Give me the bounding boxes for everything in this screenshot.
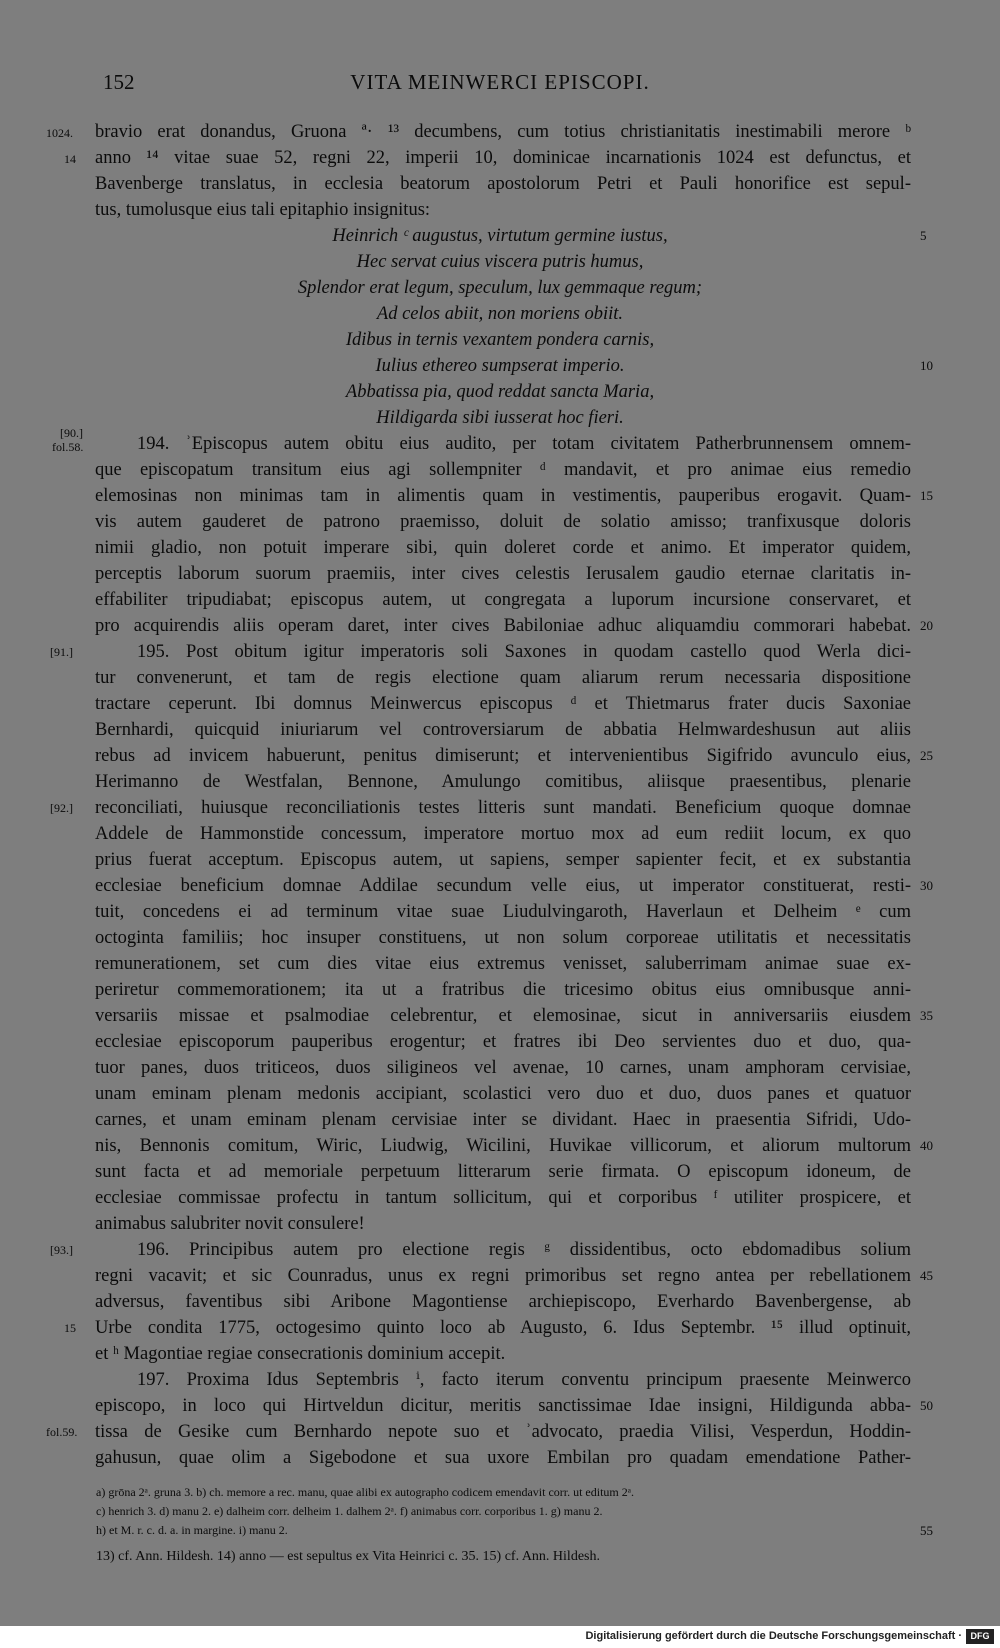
text-line: tissa de Gesike cum Bernhardo nepote suo et ʾadvocato, praedia Vilisi, Vesperdun, Hoddin- bbox=[95, 1422, 911, 1442]
text-line: octoginta familiis; hoc insuper constituens, ut non solum corporeae utilitatis et necessitatis bbox=[95, 928, 911, 948]
text-line: perceptis laborum suorum praemiis, inter cives celestis Ierusalem gaudio eternae claritatis in- bbox=[95, 564, 911, 584]
text-line: remunerationem, set cum dies vitae eius extremus venisset, saluberrimam animae suae ex- bbox=[95, 954, 911, 974]
margin-source-ref: 15 bbox=[64, 1321, 76, 1335]
dfg-logo: DFG bbox=[966, 1629, 994, 1644]
text-line: tractare ceperunt. Ibi domnus Meinwercus episcopus ᵈ et Thietmarus frater ducis Saxoniae bbox=[95, 694, 911, 714]
text-line: gahusun, quae olim a Sigebodone et sua uxore Embilan pro quadam emendatione Pather- bbox=[95, 1448, 911, 1468]
epitaph-line: Hildigarda sibi iusserat hoc fieri. bbox=[376, 408, 624, 428]
text-line: animabus salubriter novit consulere! bbox=[95, 1214, 365, 1234]
running-title: VITA MEINWERCI EPISCOPI. bbox=[350, 70, 650, 94]
source-notes: 13) cf. Ann. Hildesh. 14) anno — est sepultus ex Vita Heinrici c. 35. 15) cf. Ann. Hildesh. bbox=[96, 1549, 600, 1564]
text-line: prius fuerat acceptum. Episcopus autem, ut sapiens, semper sapienter fecit, et ex substantia bbox=[95, 850, 911, 870]
epitaph-line: Iulius ethereo sumpserat imperio. bbox=[375, 356, 625, 376]
paragraph-195-start: 195. Post obitum igitur imperatoris soli Saxones in quodam castello quod Werla dici- bbox=[137, 642, 911, 662]
paragraph-196-start: 196. Principibus autem pro electione regis ᵍ dissidentibus, octo ebdomadibus solium bbox=[137, 1240, 911, 1260]
text-line: et ʰ Magontiae regiae consecrationis dominium accepit. bbox=[95, 1344, 506, 1364]
text-line: Addele de Hammonstide concessum, imperatore mortuo mox ad eum rediit locum, ex quo bbox=[95, 824, 911, 844]
text-line: adversus, faventibus sibi Aribone Magontiense archiepiscopo, Everhardo Bavenbergense, ab bbox=[95, 1292, 911, 1312]
text-line: anno ¹⁴ vitae suae 52, regni 22, imperii 10, dominicae incarnationis 1024 est defunctus, et bbox=[95, 148, 911, 168]
epitaph-line: Idibus in ternis vexantem pondera carnis, bbox=[345, 330, 655, 350]
footnote-line: c) henrich 3. d) manu 2. e) dalheim corr. delheim 1. dalhem 2ᵃ. f) animabus corr. corporibus 1. g) manu 2. bbox=[96, 1504, 603, 1518]
line-number: 40 bbox=[920, 1138, 933, 1153]
text-line: tuit, concedens ei ad terminum vitae suae Liudulvingaroth, Haverlaun et Delheim ᵉ cum bbox=[95, 902, 911, 922]
line-number: 10 bbox=[920, 358, 933, 373]
epitaph-line: Splendor erat legum, speculum, lux gemmaque regum; bbox=[297, 278, 703, 298]
text-line: vis autem gauderet de patrono praemisso, doluit de solatio amisso; tranfixusque doloris bbox=[95, 512, 911, 532]
text-line: ecclesiae commissae profectu in tantum sollicitum, qui et corporibus ᶠ utiliter prospicere, et bbox=[95, 1188, 911, 1208]
epitaph-line: Hec servat cuius viscera putris humus, bbox=[356, 252, 644, 272]
line-number: 35 bbox=[920, 1008, 933, 1023]
text-line: nis, Bennonis comitum, Wiric, Liudwig, Wicilini, Huvikae villicorum, et aliorum multorum bbox=[95, 1136, 911, 1156]
footnote-line: h) et M. r. c. d. a. in margine. i) manu 2. bbox=[96, 1523, 288, 1537]
text-line: tuor panes, duos triticeos, duos siligineos vel avenae, 10 carnes, unam amphoram cervisiae, bbox=[95, 1058, 911, 1078]
line-number: 45 bbox=[920, 1268, 933, 1283]
text-line: reconciliati, huiusque reconciliationis testes litteris sunt mandati. Beneficium quoque domnae bbox=[95, 798, 911, 818]
paragraph-194-start: 194. ʾEpiscopus autem obitu eius audito, per totam civitatem Patherbrunnensem omnem- bbox=[137, 434, 911, 454]
text-line: bravio erat donandus, Gruona ª· ¹³ decumbens, cum totius christianitatis inestimabili merore ᵇ bbox=[95, 122, 911, 142]
margin-folio-ref: [90.] bbox=[60, 426, 83, 440]
margin-folio-ref: [93.] bbox=[50, 1243, 73, 1257]
text-line: Bernhardi, quicquid iniuriarum vel controversiarum de abbatia Helmwardeshusun aut aliis bbox=[95, 720, 911, 740]
text-line: nimii gladio, non potuit imperare sibi, quin doleret corde et animo. Et imperator quidem, bbox=[95, 538, 911, 558]
text-line: carnes, et unam eminam plenam cervisiae inter se dividant. Haec in praesentia Sifridi, Udo- bbox=[95, 1110, 911, 1130]
line-number: 25 bbox=[920, 748, 933, 763]
footnote-line: a) grōna 2ᵃ. gruna 3. b) ch. memore a rec. manu, quae alibi ex autographo codicem emendavit corr. ut editum 2ᵃ. bbox=[96, 1485, 635, 1499]
text-line: rebus ad invicem habuerunt, penitus dimiserunt; et intervenientibus Sigifrido avunculo eius, bbox=[95, 746, 911, 766]
text-line: periretur commemorationem; ita ut a fratribus die tricesimo obitus eius omnibusque anni- bbox=[95, 980, 911, 1000]
text-line: regni vacavit; et sic Counradus, unus ex regni primoribus set regno antea per rebellationem bbox=[95, 1266, 911, 1286]
page-number: 152 bbox=[103, 70, 135, 94]
text-line: tur convenerunt, et tam de regis electione quam aliarum rerum necessaria dispositione bbox=[95, 668, 911, 688]
line-number: 5 bbox=[920, 228, 927, 243]
margin-folio: fol.59. bbox=[46, 1425, 78, 1439]
line-number: 30 bbox=[920, 878, 933, 893]
paragraph-197-start: 197. Proxima Idus Septembris ⁱ, facto iterum conventu principum praesente Meinwerco bbox=[137, 1370, 911, 1390]
text-line: Bavenberge translatus, in ecclesia beatorum apostolorum Petri et Pauli honorifice est sepul- bbox=[95, 174, 911, 194]
line-number: 15 bbox=[920, 488, 933, 503]
margin-folio-ref: [92.] bbox=[50, 801, 73, 815]
text-line: pro acquirendis aliis operam daret, inter cives Babiloniae adhuc aliquamdiu commorari habebat. bbox=[95, 616, 911, 636]
text-line: tus, tumolusque eius tali epitaphio insignitus: bbox=[95, 200, 431, 220]
text-line: versariis missae et psalmodiae celebrentur, et elemosinae, sicut in anniversariis eiusdem bbox=[95, 1006, 911, 1026]
dfg-credit-text: Digitalisierung gefördert durch die Deutsche Forschungsgemeinschaft · bbox=[585, 1630, 962, 1642]
line-number: 20 bbox=[920, 618, 933, 633]
text-line: ecclesiae beneficium domnae Addilae secundum velle eius, ut imperator constituerat, resti- bbox=[95, 876, 911, 896]
text-line: ecclesiae episcoporum pauperibus erogentur; et fratres ibi Deo servientes duo et duo, qua- bbox=[95, 1032, 911, 1052]
margin-source-ref: 14 bbox=[64, 152, 76, 166]
text-line: unam eminam plenam medonis accipiant, scolastici vero duo et duo, duos panes et quatuor bbox=[95, 1084, 911, 1104]
text-line: sunt facta et ad memoriale perpetuum litterarum serie firmata. O episcopum idoneum, de bbox=[95, 1162, 911, 1182]
margin-folio: fol.58. bbox=[52, 440, 84, 454]
text-line: effabiliter tripudiabat; episcopus autem, ut congregata a luporum incursione conservaret, et bbox=[95, 590, 911, 610]
page-header bbox=[0, 70, 1000, 104]
epitaph-line: Ad celos abiit, non moriens obiit. bbox=[376, 304, 624, 324]
margin-folio-ref: [91.] bbox=[50, 645, 73, 659]
epitaph-line: Abbatissa pia, quod reddat sancta Maria, bbox=[345, 382, 655, 402]
text-line: Herimanno de Westfalan, Bennone, Amulungo comitibus, aliisque praesentibus, plenarie bbox=[95, 772, 911, 792]
margin-year: 1024. bbox=[46, 126, 73, 140]
digitization-credit-bar bbox=[0, 1626, 1000, 1648]
line-number: 55 bbox=[920, 1523, 933, 1538]
text-line: que episcopatum transitum eius agi sollempniter ᵈ mandavit, et pro animae eius remedio bbox=[95, 460, 911, 480]
text-line: Urbe condita 1775, octogesimo quinto loco ab Augusto, 6. Idus Septembr. ¹⁵ illud optinuit, bbox=[95, 1318, 911, 1338]
epitaph-line: Heinrich ᶜ augustus, virtutum germine iustus, bbox=[332, 226, 668, 246]
text-line: episcopo, in loco qui Hirtveldun dicitur, meritis sanctissimae Idae insigni, Hildigunda abba- bbox=[95, 1396, 911, 1416]
line-number: 50 bbox=[920, 1398, 933, 1413]
text-line: elemosinas non minimas tam in alimentis quam in vestimentis, pauperibus erogavit. Quam- bbox=[95, 486, 911, 506]
